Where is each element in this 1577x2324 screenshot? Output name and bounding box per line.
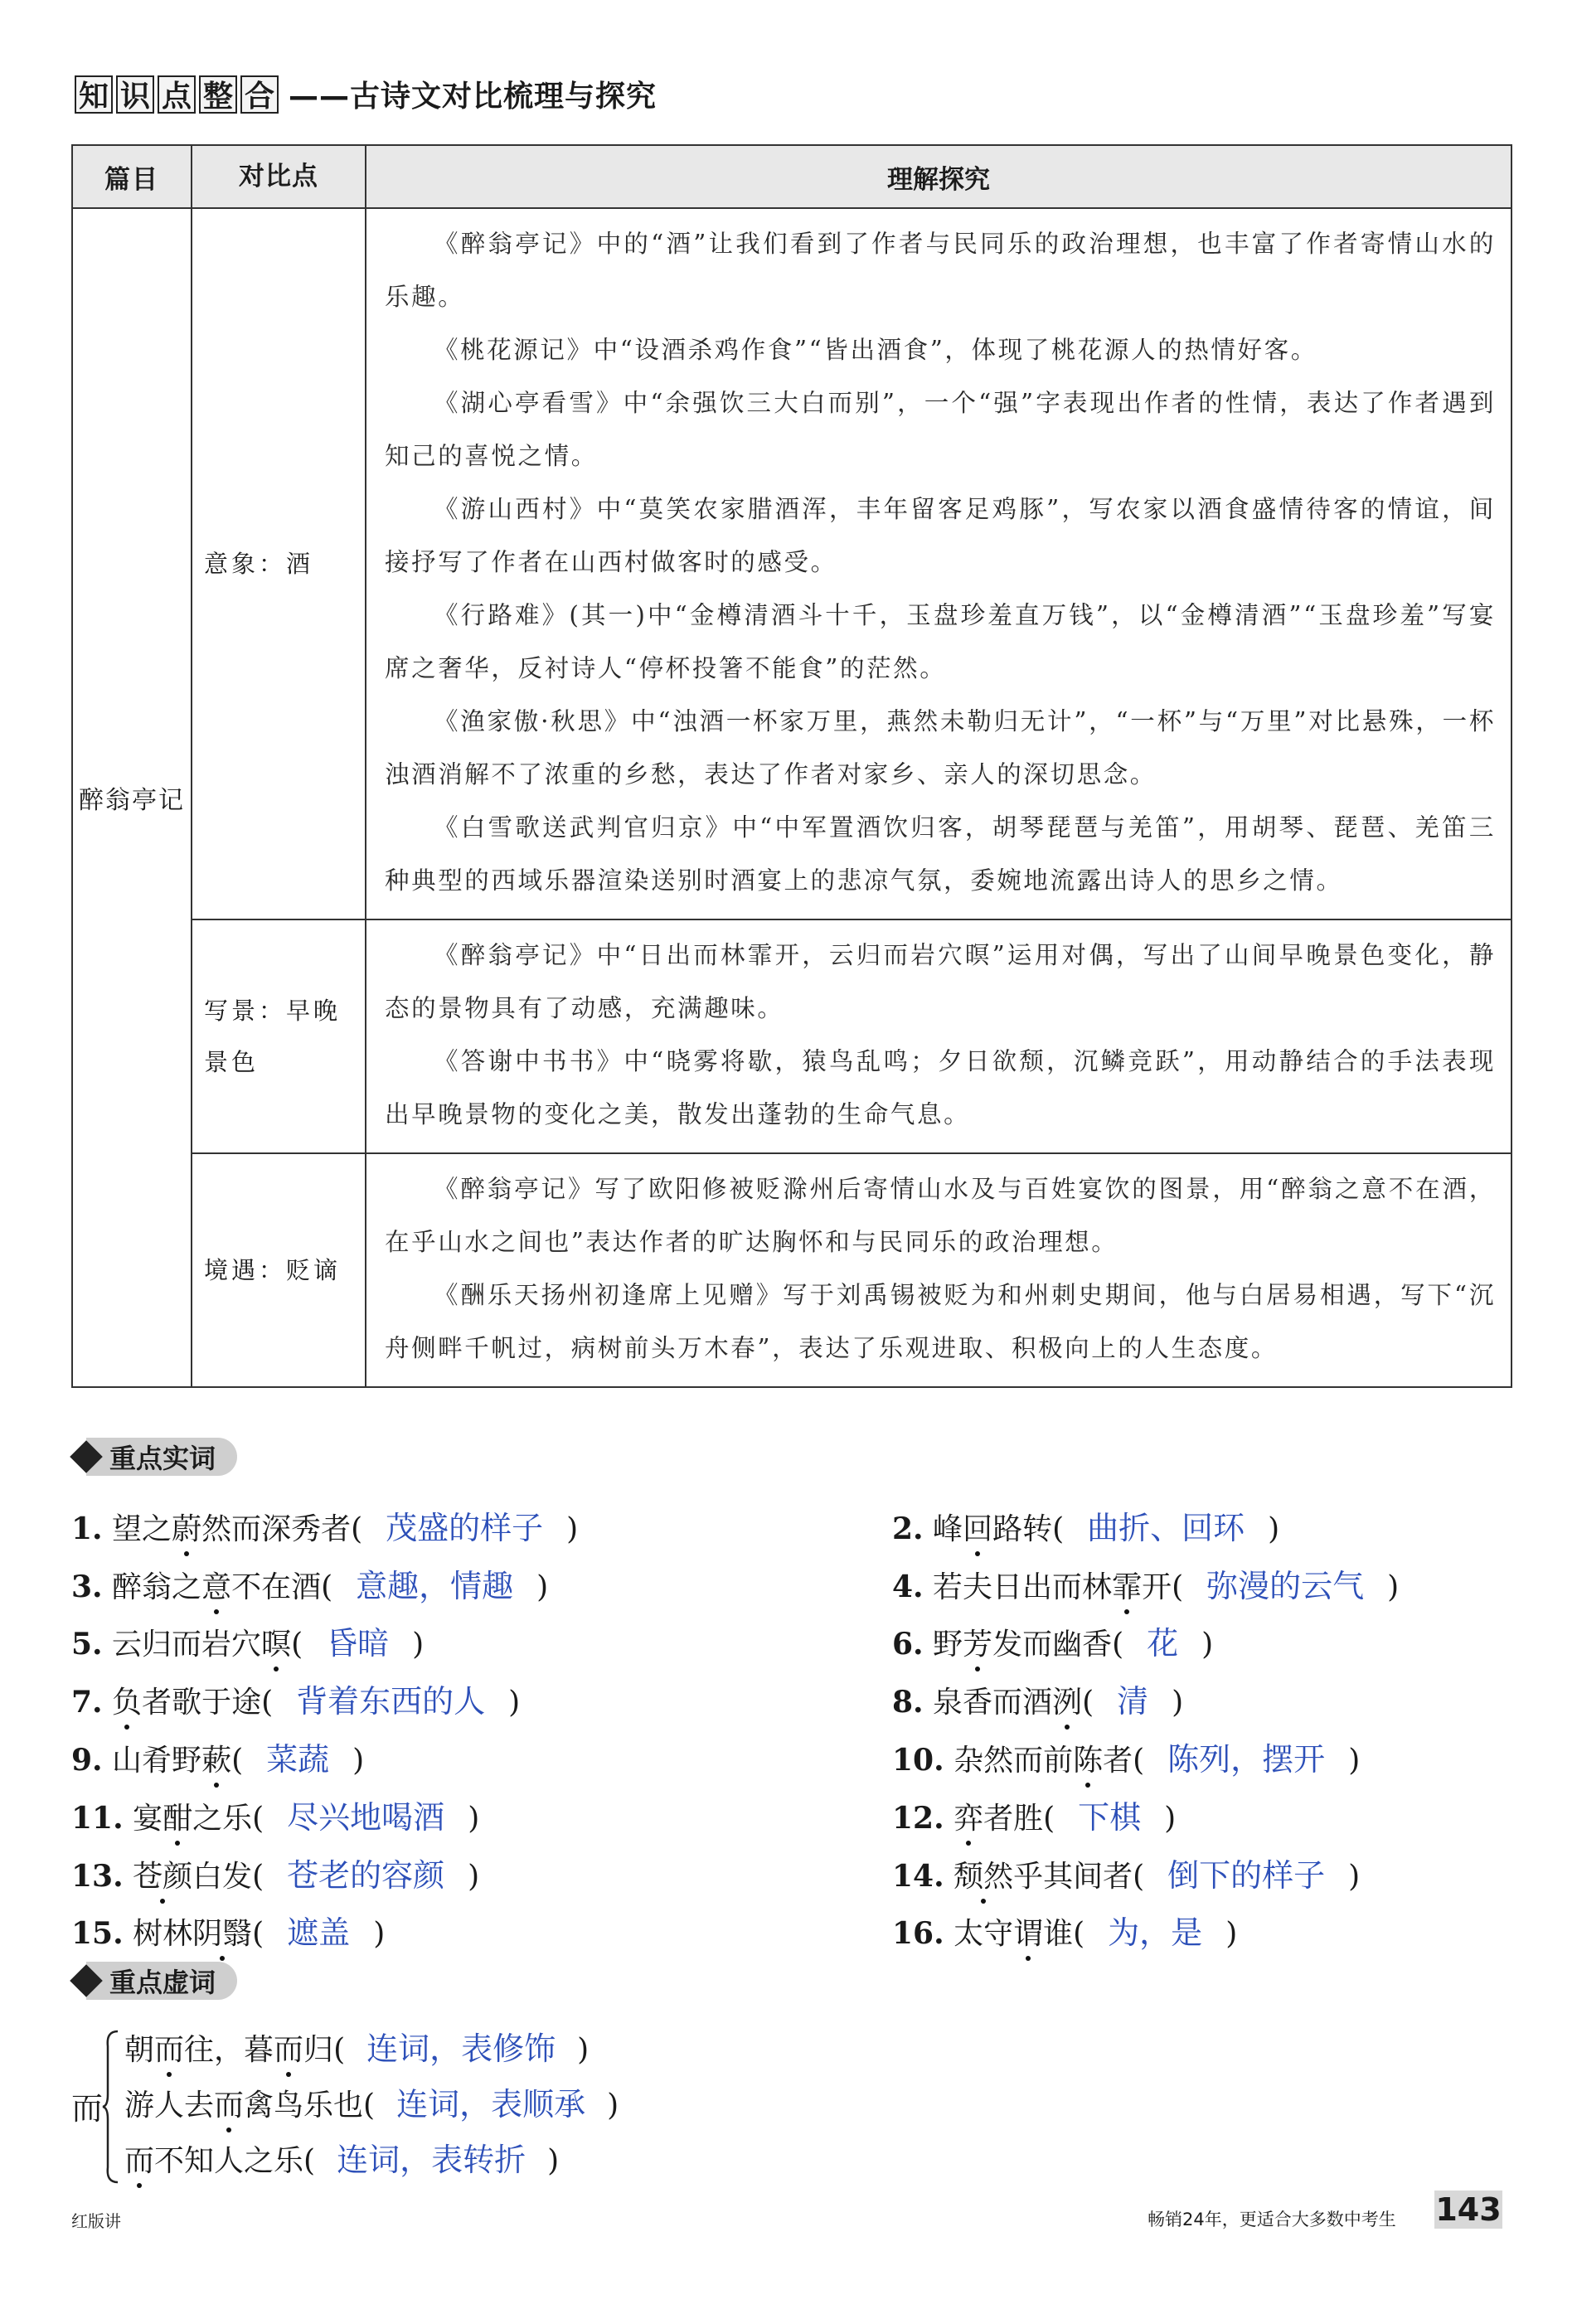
- item-text: 路转(: [992, 1512, 1065, 1546]
- section-title: [86, 1438, 237, 1476]
- answer-text: 连词，表转折: [337, 2142, 526, 2178]
- item-text: ): [1225, 1917, 1238, 1951]
- item-text: 不在酒(: [231, 1570, 333, 1604]
- item-text: ): [566, 1512, 579, 1546]
- xuci-item: [124, 2023, 589, 2069]
- table-row: [72, 208, 1511, 919]
- section-title: [86, 1962, 237, 2000]
- shici-item: [892, 1618, 1213, 1663]
- answer-text: 意趣，情趣: [356, 1568, 514, 1604]
- section-title-text: 重点实词: [109, 1443, 216, 1474]
- item-number: 6.: [892, 1627, 924, 1662]
- answer-text: 昏暗: [326, 1625, 390, 1662]
- shici-item: [892, 1850, 1360, 1895]
- explore-cell: [366, 919, 1511, 1153]
- section-label-shici: [75, 1438, 237, 1476]
- item-text: ): [1268, 1512, 1280, 1546]
- item-text: ): [352, 1744, 365, 1778]
- key-word: 而: [214, 2082, 244, 2124]
- col-header-explore: 理解探究: [366, 145, 1511, 208]
- shici-item: [892, 1676, 1183, 1721]
- header-box-4: 整: [199, 75, 237, 114]
- item-text: 往，暮: [184, 2033, 274, 2067]
- item-text: 若夫日出而林: [933, 1570, 1113, 1604]
- shici-item: [71, 1676, 520, 1721]
- explore-cell: [366, 1153, 1511, 1387]
- header-box-1: 知: [75, 75, 113, 114]
- item-text: 乎其间者(: [1013, 1860, 1145, 1894]
- item-text: ): [373, 1917, 386, 1951]
- table-row: [72, 1153, 1511, 1387]
- key-word: 暝: [261, 1621, 291, 1663]
- shici-item: [892, 1792, 1176, 1837]
- item-number: 3.: [71, 1570, 103, 1604]
- item-text: ): [607, 2089, 619, 2123]
- table-header-row: [72, 145, 1511, 208]
- key-word: 蔌: [201, 1737, 231, 1779]
- footer-slogan: 畅销24年，更适合大多数中考生: [1148, 2210, 1396, 2229]
- item-number: 11.: [71, 1801, 124, 1836]
- item-text: 杂然而前: [953, 1744, 1074, 1778]
- item-text: 者(: [1103, 1744, 1145, 1778]
- item-text: 不知人之乐(: [154, 2144, 316, 2178]
- item-text: ): [468, 1802, 480, 1836]
- item-text: 峰: [933, 1512, 963, 1546]
- key-word: 颓然: [953, 1853, 1013, 1895]
- point-cell: 境遇：贬谪: [192, 1153, 366, 1387]
- shici-item: [71, 1502, 578, 1548]
- key-word: 苍颜: [133, 1853, 192, 1895]
- item-number: 10.: [892, 1743, 944, 1778]
- key-word: 回: [963, 1506, 992, 1548]
- key-word: 而: [124, 2137, 154, 2180]
- xuci-char: 而: [71, 2090, 104, 2127]
- answer-text: 菜蔬: [266, 1741, 330, 1778]
- answer-text: 弥漫的云气: [1206, 1568, 1365, 1604]
- item-text: 山肴野: [112, 1744, 202, 1778]
- item-text: ): [547, 2144, 560, 2178]
- answer-text: 苍老的容颜: [287, 1857, 445, 1894]
- shici-item: [71, 1907, 385, 1953]
- item-text: (: [1082, 1686, 1094, 1720]
- explore-paragraph: 《酬乐天扬州初逢席上见赠》写于刘禹锡被贬为和州刺史期间，他与白居易相遇，写下“沉舟侧畔千帆过，病树前头万木春”，表达了乐观进取、积极向上的人生态度。: [385, 1281, 1496, 1362]
- explore-paragraph: 《醉翁亭记》中“日出而林霏开，云归而岩穴暝”运用对偶，写出了山间早晚景色变化，静态的景物具有了动感，充满趣味。: [385, 941, 1496, 1022]
- answer-text: 连词，表顺承: [396, 2086, 586, 2123]
- explore-paragraph: 《行路难》(其一)中“金樽清酒斗十千，玉盘珍羞直万钱”，以“金樽清酒”“玉盘珍羞”写宴席之奢华，反衬诗人“停杯投箸不能食”的茫然。: [385, 601, 1496, 682]
- header-title: ——古诗文对比梳理与探究: [289, 80, 657, 114]
- col-header-pian: 篇目: [72, 145, 192, 208]
- item-text: (: [252, 1917, 264, 1951]
- key-word: 霏: [1112, 1564, 1142, 1606]
- item-text: 禽鸟乐也(: [244, 2089, 376, 2123]
- key-word: 阴翳: [192, 1910, 252, 1953]
- answer-text: 倒下的样子: [1167, 1857, 1326, 1894]
- key-word: 陈: [1073, 1737, 1103, 1779]
- item-number: 7.: [71, 1685, 103, 1720]
- comparison-table: [71, 144, 1512, 1388]
- item-text: (: [291, 1628, 303, 1662]
- item-text: 归(: [303, 2033, 346, 2067]
- explore-paragraph: 《醉翁亭记》写了欧阳修被贬滁州后寄情山水及与百姓宴饮的图景，用“醉翁之意不在酒，在乎山水之间也”表达作者的旷达胸怀和与民同乐的政治理想。: [385, 1175, 1496, 1256]
- key-word: 而: [154, 2026, 184, 2069]
- item-number: 16.: [892, 1916, 944, 1951]
- explore-paragraph: 《桃花源记》中“设酒杀鸡作食”“皆出酒食”，体现了桃花源人的热情好客。: [434, 336, 1317, 364]
- explore-paragraph: 《答谢中书书》中“晓雾将歇，猿鸟乱鸣；夕日欲颓，沉鳞竞跃”，用动静结合的手法表现出早晚景物的变化之美，散发出蓬勃的生命气息。: [385, 1047, 1496, 1128]
- key-word: 意: [201, 1564, 231, 1606]
- key-word: 芳: [963, 1621, 992, 1663]
- xuci-item: [124, 2134, 559, 2180]
- shici-item: [892, 1560, 1399, 1606]
- answer-text: 尽兴地喝酒: [287, 1799, 445, 1836]
- item-number: 14.: [892, 1859, 944, 1894]
- xuci-item: [124, 2079, 619, 2124]
- key-word: 谓: [1013, 1910, 1043, 1953]
- answer-text: 茂盛的样子: [386, 1510, 544, 1546]
- item-number: 2.: [892, 1511, 924, 1546]
- item-number: 4.: [892, 1570, 924, 1604]
- item-text: ): [468, 1860, 480, 1894]
- item-number: 5.: [71, 1627, 103, 1662]
- item-text: 树林: [133, 1917, 193, 1951]
- header-box-5: 合: [240, 75, 279, 114]
- section-title-text: 重点虚词: [109, 1967, 216, 1998]
- shici-item: [892, 1734, 1360, 1779]
- item-text: 朝: [124, 2033, 155, 2067]
- explore-paragraph: 《湖心亭看雪》中“余强饮三大白而别”，一个“强”字表现出作者的性情，表达了作者遇到知己的喜悦之情。: [385, 389, 1496, 470]
- key-word: 洌: [1052, 1679, 1082, 1721]
- item-text: ): [1348, 1860, 1361, 1894]
- key-word: 负: [112, 1679, 142, 1721]
- brace-icon: [101, 2030, 119, 2184]
- item-text: 者歌于途(: [142, 1686, 274, 1720]
- answer-text: 陈列，摆开: [1167, 1741, 1326, 1778]
- col-header-point: 对比点: [192, 145, 366, 208]
- item-text: ): [1201, 1628, 1214, 1662]
- answer-text: 遮盖: [287, 1914, 351, 1951]
- item-text: 谁(: [1043, 1917, 1085, 1951]
- shici-item: [892, 1502, 1279, 1548]
- page-number: 143: [1435, 2191, 1502, 2228]
- section-header: [75, 73, 657, 115]
- answer-text: 清: [1117, 1683, 1149, 1720]
- shici-item: [71, 1734, 364, 1779]
- pian-cell: 醉翁亭记: [72, 208, 192, 1387]
- key-word: 弈: [953, 1795, 983, 1837]
- explore-paragraph: 《渔家傲·秋思》中“浊酒一杯家万里，燕然未勒归无计”，“一杯”与“万里”对比悬殊，一杯浊酒消解不了浓重的乡愁，表达了作者对家乡、亲人的深切思念。: [385, 707, 1496, 788]
- item-text: 望之: [112, 1512, 172, 1546]
- item-text: 开(: [1142, 1570, 1184, 1604]
- item-text: ): [577, 2033, 590, 2067]
- item-text: ): [1164, 1802, 1177, 1836]
- item-text: 醉翁之: [112, 1570, 202, 1604]
- item-number: 13.: [71, 1859, 124, 1894]
- footer-brand: 红版讲: [71, 2211, 121, 2231]
- item-text: ): [536, 1570, 549, 1604]
- shici-item: [71, 1560, 548, 1606]
- item-number: 15.: [71, 1916, 124, 1951]
- explore-paragraph: 《白雪歌送武判官归京》中“中军置酒饮归客，胡琴琵琶与羌笛”，用胡琴、琵琶、羌笛三种典型的西域乐器渲染送别时酒宴上的悲凉气氛，委婉地流露出诗人的思乡之情。: [385, 813, 1496, 895]
- header-box-2: 识: [116, 75, 154, 114]
- shici-item: [71, 1792, 479, 1837]
- item-text: (: [231, 1744, 244, 1778]
- answer-text: 为，是: [1108, 1914, 1203, 1951]
- item-text: 白发(: [192, 1860, 264, 1894]
- header-box-3: 点: [158, 75, 196, 114]
- item-text: 者胜(: [983, 1802, 1055, 1836]
- explore-paragraph: 《醉翁亭记》中的“酒”让我们看到了作者与民同乐的政治理想，也丰富了作者寄情山水的乐趣。: [385, 230, 1496, 311]
- explore-paragraph: 《游山西村》中“莫笑农家腊酒浑，丰年留客足鸡豚”，写农家以酒食盛情待客的情谊，间接抒写了作者在山西村做客时的感受。: [385, 495, 1496, 576]
- item-number: 8.: [892, 1685, 924, 1720]
- point-cell: 写景：早晚景色: [192, 919, 366, 1153]
- item-text: 之乐(: [192, 1802, 264, 1836]
- item-text: ): [1387, 1570, 1400, 1604]
- point-cell: 意象：酒: [192, 208, 366, 919]
- answer-text: 连词，表修饰: [366, 2030, 556, 2067]
- answer-text: 下棋: [1078, 1799, 1142, 1836]
- item-text: 宴: [133, 1802, 163, 1836]
- answer-text: 曲折、回环: [1087, 1510, 1245, 1546]
- answer-text: 背着东西的人: [296, 1683, 486, 1720]
- item-text: 云归而岩穴: [112, 1628, 262, 1662]
- item-number: 12.: [892, 1801, 944, 1836]
- item-text: 泉香而酒: [933, 1686, 1053, 1720]
- item-number: 1.: [71, 1511, 103, 1546]
- shici-item: [71, 1850, 479, 1895]
- table-row: [72, 919, 1511, 1153]
- item-text: ): [412, 1628, 425, 1662]
- key-word: 酣: [163, 1795, 192, 1837]
- answer-text: 花: [1147, 1625, 1179, 1662]
- item-text: 太守: [953, 1917, 1014, 1951]
- item-text: ): [1348, 1744, 1361, 1778]
- item-text: 野: [933, 1628, 963, 1662]
- item-text: ): [1172, 1686, 1184, 1720]
- item-text: ): [508, 1686, 521, 1720]
- item-text: 游人去: [124, 2089, 215, 2123]
- shici-item: [892, 1907, 1237, 1953]
- section-label-xuci: [75, 1962, 237, 2000]
- item-text: 然而深秀者(: [201, 1512, 363, 1546]
- key-word: 蔚: [172, 1506, 201, 1548]
- explore-cell: [366, 208, 1511, 919]
- item-text: 发而幽香(: [992, 1628, 1124, 1662]
- item-number: 9.: [71, 1743, 103, 1778]
- key-word: 而: [274, 2026, 303, 2069]
- shici-item: [71, 1618, 424, 1663]
